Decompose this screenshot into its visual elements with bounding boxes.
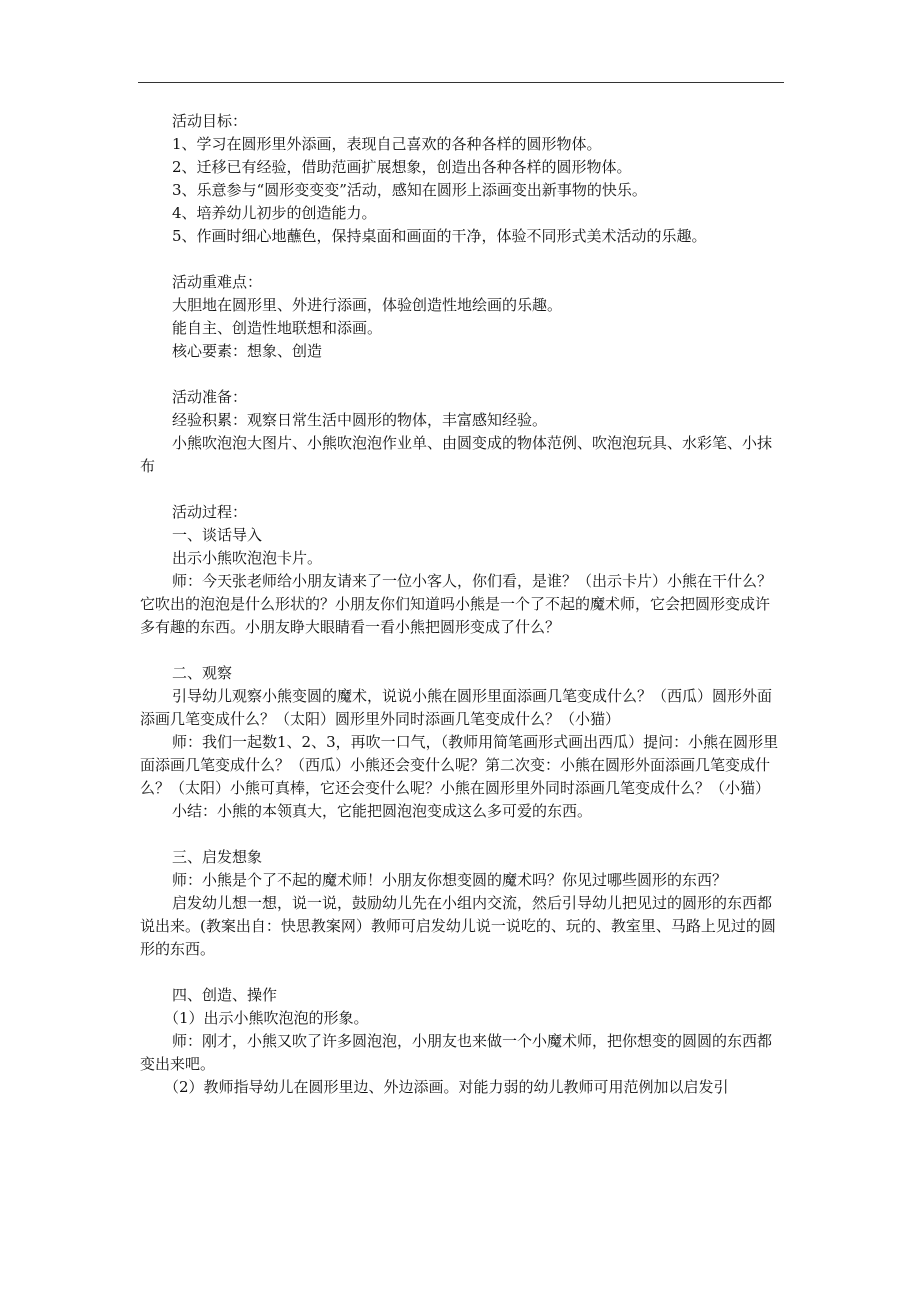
goals-heading: 活动目标： bbox=[172, 112, 248, 130]
section3-paragraph-2: 启发幼儿想一想，说一说，鼓励幼儿先在小组内交流，然后引导幼儿把见过的圆形的东西都说出来。(教案出自：快思教案网）教师可启发幼儿说一说吃的、玩的、教室里、马路上见过的圆形的东西。 bbox=[140, 894, 776, 958]
spacer bbox=[140, 639, 784, 662]
preparation-heading: 活动准备： bbox=[172, 388, 248, 406]
section2-paragraph-2: 师：我们一起数1、2、3，再吹一口气，（教师用简笔画形式画出西瓜）提问：小熊在圆形里面添画几笔变成什么？（西瓜）小熊还会变什么呢？第二次变：小熊在圆形外面添画几笔变成什么？（太阳）小熊可真棒，它还会变什么呢？小熊在圆形里外同时添画几笔变成什么？（小猫） bbox=[140, 733, 779, 797]
key-point-2: 能自主、创造性地联想和添画。 bbox=[172, 319, 383, 337]
spacer bbox=[140, 961, 784, 984]
goal-item-2: 2、迁移已有经验，借助范画扩展想象，创造出各种各样的圆形物体。 bbox=[172, 158, 632, 176]
preparation-experience: 经验积累：观察日常生活中圆形的物体，丰富感知经验。 bbox=[172, 411, 548, 429]
spacer bbox=[140, 823, 784, 846]
spacer bbox=[140, 248, 784, 271]
key-point-3: 核心要素：想象、创造 bbox=[172, 342, 323, 360]
section2-paragraph-1: 引导幼儿观察小熊变圆的魔术，说说小熊在圆形里面添画几笔变成什么？（西瓜）圆形外面添画几笔变成什么？（太阳）圆形里外同时添画几笔变成什么？（小猫） bbox=[140, 687, 773, 728]
section1-paragraph-1: 出示小熊吹泡泡卡片。 bbox=[172, 549, 323, 567]
lesson-plan-document bbox=[140, 110, 784, 1099]
goal-item-5: 5、作画时细心地蘸色，保持桌面和画面的干净，体验不同形式美术活动的乐趣。 bbox=[172, 227, 707, 245]
process-heading: 活动过程： bbox=[172, 503, 248, 521]
key-point-1: 大胆地在圆形里、外进行添画，体验创造性地绘画的乐趣。 bbox=[172, 296, 563, 314]
goal-item-3: 3、乐意参与“圆形变变变”活动，感知在圆形上添画变出新事物的快乐。 bbox=[172, 181, 647, 199]
goal-item-1: 1、学习在圆形里外添画，表现自己喜欢的各种各样的圆形物体。 bbox=[172, 135, 602, 153]
section4-paragraph-2: 师：刚才，小熊又吹了许多圆泡泡，小朋友也来做一个小魔术师，把你想变的圆圆的东西都变出来吧。 bbox=[140, 1032, 773, 1073]
goal-item-4: 4、培养幼儿初步的创造能力。 bbox=[172, 204, 377, 222]
header-rule bbox=[138, 82, 784, 83]
section3-title: 三、启发想象 bbox=[172, 848, 263, 866]
section2-summary: 小结：小熊的本领真大，它能把圆泡泡变成这么多可爱的东西。 bbox=[172, 802, 593, 820]
key-points-heading: 活动重难点： bbox=[172, 273, 263, 291]
spacer bbox=[140, 478, 784, 501]
section4-title: 四、创造、操作 bbox=[172, 986, 278, 1004]
section2-title: 二、观察 bbox=[172, 664, 233, 682]
section4-paragraph-1: （1）出示小熊吹泡泡的形象。 bbox=[164, 1009, 369, 1027]
section1-title: 一、谈话导入 bbox=[172, 526, 263, 544]
preparation-materials: 小熊吹泡泡大图片、小熊吹泡泡作业单、由圆变成的物体范例、吹泡泡玩具、水彩笔、小抹布 bbox=[140, 434, 773, 475]
spacer bbox=[140, 363, 784, 386]
section4-paragraph-3: （2）教师指导幼儿在圆形里边、外边添画。对能力弱的幼儿教师可用范例加以启发引 bbox=[164, 1078, 729, 1096]
section3-paragraph-1: 师：小熊是个了不起的魔术师！小朋友你想变圆的魔术吗？你见过哪些圆形的东西？ bbox=[172, 871, 728, 889]
section1-paragraph-2: 师：今天张老师给小朋友请来了一位小客人，你们看，是谁？（出示卡片）小熊在干什么？它吹出的泡泡是什么形状的？小朋友你们知道吗小熊是一个了不起的魔术师，它会把圆形变成许多有趣的东西。小朋友睁大眼睛看一看小熊把圆形变成了什么？ bbox=[140, 572, 773, 636]
